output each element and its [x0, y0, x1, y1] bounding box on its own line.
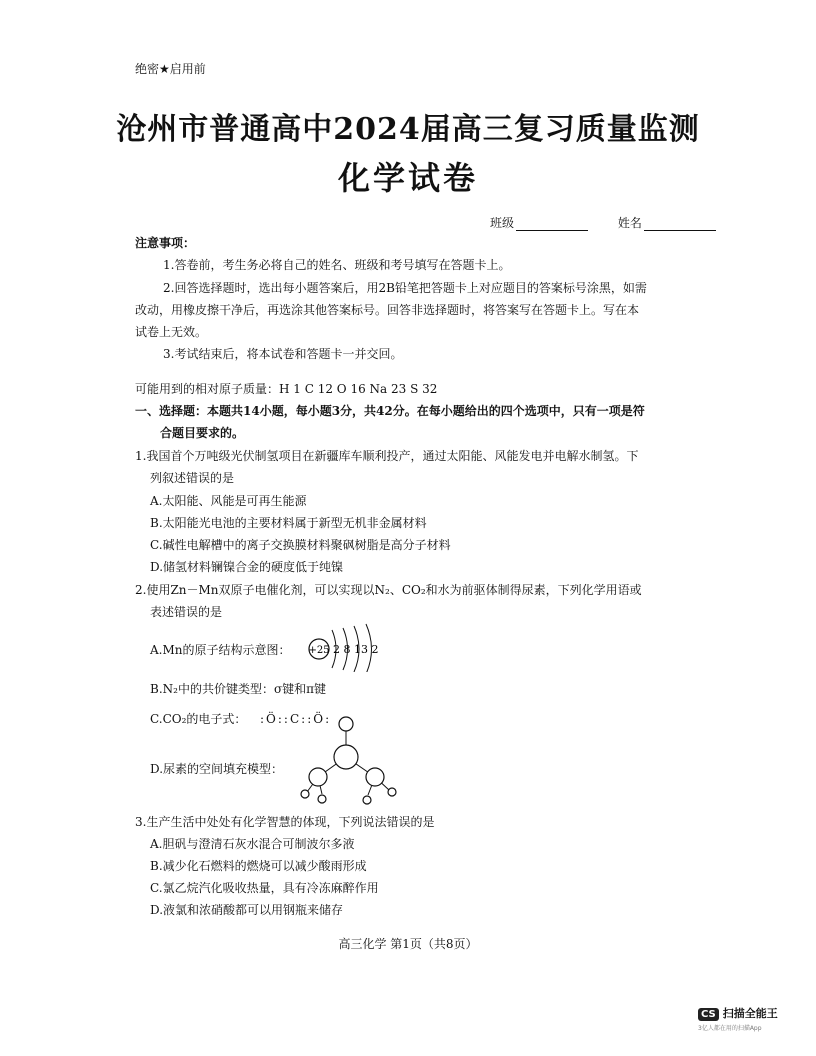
nucleus-charge: +25 [308, 645, 330, 656]
class-blank [516, 218, 588, 231]
hydrogen-atom [363, 796, 371, 804]
oxygen-atom [339, 717, 353, 731]
hydrogen-atom [388, 788, 396, 796]
question-3-option-d: D.液氯和浓硝酸都可以用钢瓶来储存 [150, 903, 344, 917]
notice-item-2-end: 试卷上无效。 [135, 325, 208, 339]
question-3-option-a: A.胆矾与澄清石灰水混合可制波尔多液 [150, 837, 355, 851]
question-2-option-d: D.尿素的空间填充模型： [150, 762, 284, 776]
question-1-stem-cont: 列叙述错误的是 [150, 471, 235, 485]
notice-heading: 注意事项： [135, 236, 196, 250]
mn-atomic-structure-diagram [308, 622, 388, 672]
question-2-option-b: B.N₂中的共价键类型：σ键和π键 [150, 682, 327, 696]
question-1-option-c: C.碱性电解槽中的离子交换膜材料聚砜树脂是高分子材料 [150, 538, 451, 552]
question-3-option-b: B.减少化石燃料的燃烧可以减少酸雨形成 [150, 859, 367, 873]
question-3-option-c: C.氯乙烷汽化吸收热量，具有冷冻麻醉作用 [150, 881, 379, 895]
section-1-heading: 一、选择题：本题共14小题，每小题3分，共42分。在每小题给出的四个选项中，只有一项是符 [135, 404, 645, 418]
watermark-tagline: 3亿人都在用的扫描App [698, 1025, 762, 1032]
scanner-watermark [698, 1002, 778, 1032]
name-blank [644, 218, 716, 231]
confidential-label: 绝密★启用前 [135, 62, 206, 76]
name-label: 姓名 [617, 216, 642, 230]
question-2-stem: 2.使用Zn－Mn双原子电催化剂，可以实现以N₂、CO₂和水为前驱体制得尿素，下列化学用语或 [135, 583, 642, 597]
notice-item-3: 3.考试结束后，将本试卷和答题卡一并交回。 [163, 347, 403, 361]
question-1-option-d: D.储氢材料镧镍合金的硬度低于纯镍 [150, 560, 344, 574]
exam-title: 沧州市普通高中2024届高三复习质量监测 [116, 112, 700, 147]
notice-item-2-cont: 改动，用橡皮擦干净后，再选涂其他答案标号。回答非选择题时，将答案写在答题卡上。写在本 [135, 303, 640, 317]
hydrogen-atom [318, 795, 326, 803]
carbon-atom [334, 745, 358, 769]
question-1-option-a: A.太阳能、风能是可再生能源 [150, 494, 307, 508]
nitrogen-atom-right [366, 768, 384, 786]
notice-item-1: 1.答卷前，考生务必将自己的姓名、班级和考号填写在答题卡上。 [163, 258, 511, 272]
question-2-option-c: C.CO₂的电子式： [150, 712, 247, 726]
page-footer: 高三化学 第1页（共8页） [338, 937, 478, 951]
hydrogen-atom [301, 790, 309, 798]
shell-electron-counts: 2 8 13 2 [333, 643, 379, 656]
notice-item-2: 2.回答选择题时，选出每小题答案后，用2B铅笔把答题卡上对应题目的答案标号涂黑，如需 [163, 281, 647, 295]
class-label: 班级 [490, 216, 515, 230]
watermark-app-name: 扫描全能王 [722, 1007, 778, 1020]
question-1-option-b: B.太阳能光电池的主要材料属于新型无机非金属材料 [150, 516, 427, 530]
question-1-stem: 1.我国首个万吨级光伏制氢项目在新疆库车顺利投产，通过太阳能、风能发电并电解水制氢。下 [135, 449, 639, 463]
urea-space-filling-model [295, 712, 405, 807]
camscanner-logo-icon: CS [698, 1008, 719, 1021]
question-3-stem: 3.生产生活中处处有化学智慧的体现，下列说法错误的是 [135, 815, 435, 829]
exam-subject-title: 化学试卷 [337, 159, 478, 197]
co2-electron-formula: :Ö::C::Ö: [260, 712, 332, 726]
question-2-stem-cont: 表述错误的是 [150, 605, 223, 619]
student-info-fields [490, 214, 742, 231]
question-2-option-a: A.Mn的原子结构示意图： [150, 643, 291, 657]
nitrogen-atom-left [309, 768, 327, 786]
section-1-heading-cont: 合题目要求的。 [160, 426, 245, 440]
atomic-mass-line: 可能用到的相对原子质量：H 1 C 12 O 16 Na 23 S 32 [135, 382, 438, 396]
